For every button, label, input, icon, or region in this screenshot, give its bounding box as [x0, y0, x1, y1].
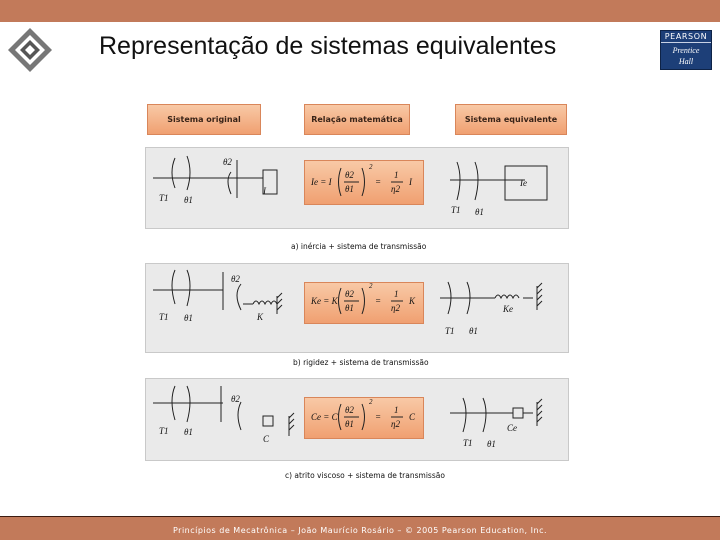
eq-rhs-a: I — [409, 177, 412, 187]
pearson-logo — [660, 30, 712, 70]
eq-fden-c: η2 — [391, 419, 400, 429]
eq-label-element-c: Ce — [507, 423, 517, 433]
slide-title: Representação de sistemas equivalentes — [99, 32, 557, 60]
footer-bar — [0, 516, 720, 540]
eq-exp-c: 2 — [369, 398, 373, 406]
angle-arrow-c — [187, 386, 190, 422]
eq-num-b: θ2 — [345, 289, 354, 299]
eq-num-c: θ2 — [345, 405, 354, 415]
spring-b — [253, 301, 277, 304]
eq-spring-b — [495, 295, 519, 298]
eq-fnum-c: 1 — [394, 405, 399, 415]
header-math-relation: Relação matemática — [304, 104, 410, 135]
label-element-b: K — [257, 312, 264, 322]
eq-label-element-a: Ie — [520, 178, 527, 188]
eq-label-angle-b: θ1 — [469, 326, 478, 336]
caption-stiffness: b) rigidez + sistema de transmissão — [293, 358, 429, 367]
eq-label-torque-a: T1 — [451, 205, 461, 215]
label-element-c: C — [263, 434, 270, 444]
eq-fden-b: η2 — [391, 303, 400, 313]
label-angle-a: θ1 — [184, 195, 193, 205]
eq-exp-b: 2 — [369, 282, 373, 290]
angle-arrow-b — [187, 270, 190, 306]
eq-sign-a: = — [375, 177, 382, 187]
diamond-logo-icon — [6, 26, 54, 74]
eq-torque-arrow-a — [457, 162, 460, 200]
eq-label-torque-b: T1 — [445, 326, 455, 336]
eq-label-torque-c: T1 — [463, 438, 473, 448]
eq-den-a: θ1 — [345, 184, 354, 194]
caption-damping: c) atrito viscoso + sistema de transmissão — [285, 471, 445, 480]
eq-fnum-a: 1 — [394, 170, 399, 180]
header-equivalent-system: Sistema equivalente — [455, 104, 567, 135]
eq-label-angle-a: θ1 — [475, 207, 484, 217]
label-angle2-c: θ2 — [231, 394, 240, 404]
angle-arrow-a — [187, 156, 190, 190]
eq-fnum-b: 1 — [394, 289, 399, 299]
equivalent-systems-figure — [145, 100, 577, 480]
eq-lhs-b: Ke = K — [311, 296, 338, 306]
label-torque-b: T1 — [159, 312, 169, 322]
eq-lhs-c: Ce = C — [311, 412, 338, 422]
angle2-arrow-b — [237, 284, 241, 310]
caption-inertia: a) inércia + sistema de transmissão — [291, 242, 427, 251]
label-element-a: I — [263, 186, 266, 196]
label-angle-c: θ1 — [184, 427, 193, 437]
torque-arrow-a — [172, 158, 175, 188]
eq-num-a: θ2 — [345, 170, 354, 180]
damper-c — [263, 416, 273, 426]
eq-sign-b: = — [375, 296, 382, 306]
torque-arrow-b — [172, 270, 175, 304]
eq-angle-arrow-c — [483, 398, 486, 432]
eq-den-c: θ1 — [345, 419, 354, 429]
label-angle-b: θ1 — [184, 313, 193, 323]
angle2-arrow-a — [228, 172, 231, 194]
eq-fden-a: η2 — [391, 184, 400, 194]
pearson-logo-text: PEARSON — [661, 31, 711, 43]
label-angle2-b: θ2 — [231, 274, 240, 284]
eq-torque-arrow-c — [463, 398, 466, 432]
footer-text: Princípios de Mecatrônica – João Maurício Rosário – © 2005 Pearson Education, Inc. — [172, 526, 548, 535]
eq-sign-c: = — [375, 412, 382, 422]
eq-exp-a: 2 — [369, 163, 373, 171]
label-torque-a: T1 — [159, 193, 169, 203]
eq-label-element-b: Ke — [503, 304, 513, 314]
eq-rhs-b: K — [409, 296, 416, 306]
label-angle2-a: θ2 — [223, 157, 232, 167]
pearson-logo-prentice: Prentice — [672, 46, 700, 55]
eq-lhs-a: Ie = I — [311, 177, 332, 187]
eq-rhs-c: C — [409, 412, 416, 422]
pearson-logo-hall: Hall — [678, 57, 694, 66]
eq-damper-c — [513, 408, 523, 418]
angle2-arrow-c — [238, 402, 241, 430]
eq-angle-arrow-a — [475, 162, 478, 200]
header-original-system: Sistema original — [147, 104, 261, 135]
eq-den-b: θ1 — [345, 303, 354, 313]
label-torque-c: T1 — [159, 426, 169, 436]
eq-label-angle-c: θ1 — [487, 439, 496, 449]
top-bar — [0, 0, 720, 22]
